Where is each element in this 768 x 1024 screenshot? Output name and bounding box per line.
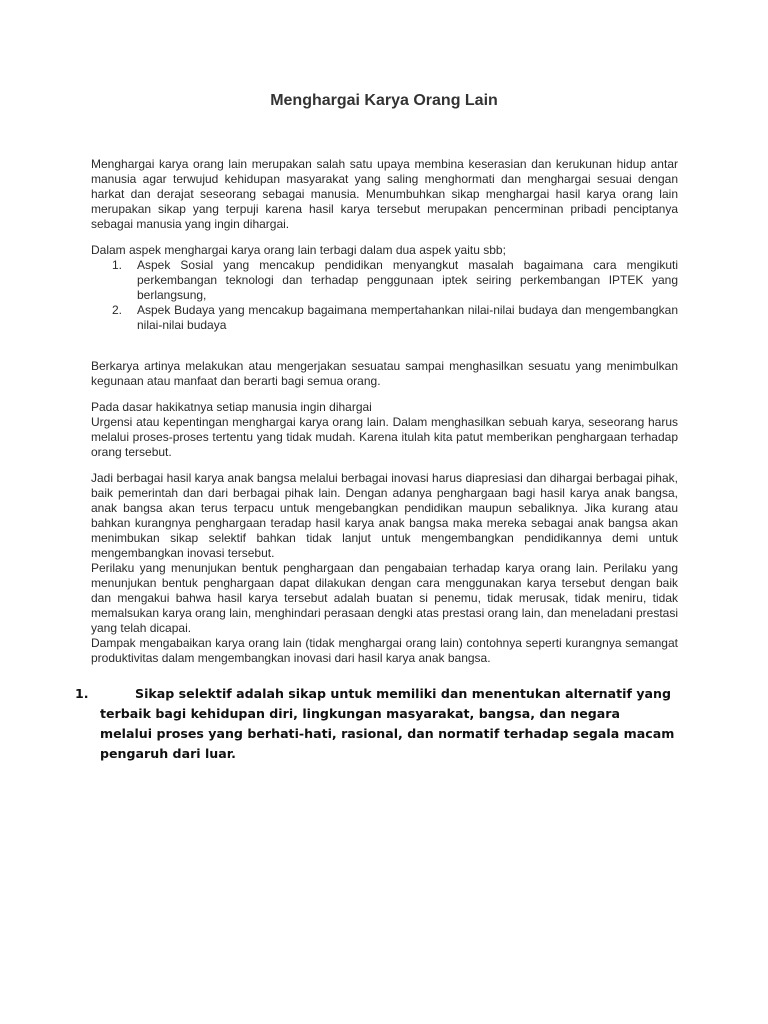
paragraph-dampak: Dampak mengabaikan karya orang lain (tidak menghargai orang lain) contohnya seperti kurangnya semangat produktivitas dalam mengembangkan inovasi dari hasil karya anak bangsa. bbox=[91, 636, 678, 665]
aspect-item-social bbox=[91, 258, 678, 303]
paragraph-perilaku: Perilaku yang menunjukan bentuk penghargaan dan pengabaian terhadap karya orang lain. Perilaku yang menunjukan bentuk penghargaan dapat dilakukan dengan cara menggunakan karya tersebut dengan baik dan mengakui bahwa hasil karya tersebut adalah buatan si penemu, tidak merusak, tidak meniru, tidak memalsukan karya orang lain, menghindari perasaan dengki atas prestasi orang lain, dan meneladani prestasi yang telah dicapai. bbox=[91, 561, 678, 635]
document-title: Menghargai Karya Orang Lain bbox=[270, 92, 498, 109]
bold-item-text: Sikap selektif adalah sikap untuk memiliki dan menentukan alternatif yang terbaik bagi kehidupan diri, lingkungan masyarakat, bangsa, dan negara melalui proses yang berhati-hati, rasional, dan normatif terhadap segala macam pengaruh dari luar. bbox=[100, 686, 675, 761]
paragraph-pada-dasar: Pada dasar hakikatnya setiap manusia ingin dihargai bbox=[91, 400, 372, 414]
aspect-item-text: Aspek Budaya yang mencakup bagaimana mempertahankan nilai-nilai budaya dan mengembangkan nilai-nilai budaya bbox=[137, 303, 678, 332]
aspect-item-number: 2. bbox=[112, 303, 123, 317]
aspect-item-culture bbox=[91, 303, 678, 333]
bold-numbered-item bbox=[75, 684, 675, 764]
aspect-item-number: 1. bbox=[112, 258, 123, 272]
paragraph-jadi: Jadi berbagai hasil karya anak bangsa melalui berbagai inovasi harus diapresiasi dan dihargai berbagai pihak, baik pemerintah dan dari berbagai pihak lain. Dengan adanya penghargaan bagi hasil karya anak bangsa, anak bangsa akan terus terpacu untuk mengebangkan pendidikan maupun sebaliknya. Jika kurang atau bahkan kurangnya penghargaan teradap hasil karya anak bangsa maka mereka sebagai anak bangsa akan menimbukan sikap selektif bahkan tidak lanjut untuk mengembangkan pendidikannya demi untuk mengembangkan inovasi tersebut. bbox=[91, 471, 678, 560]
aspect-list bbox=[91, 258, 678, 333]
paragraph-urgensi: Urgensi atau kepentingan menghargai karya orang lain. Dalam menghasilkan sebuah karya, seseorang harus melalui proses-proses tertentu yang tidak mudah. Karena itulah kita patut memberikan penghargaan terhadap orang tersebut. bbox=[91, 415, 678, 459]
aspect-item-text: Aspek Sosial yang mencakup pendidikan menyangkut masalah bagaimana cara mengikuti perkembangan teknologi dan terhadap penggunaan iptek seiring perkembangan IPTEK yang berlangsung, bbox=[137, 258, 678, 302]
paragraph-aspects-intro: Dalam aspek menghargai karya orang lain terbagi dalam dua aspek yaitu sbb; bbox=[91, 243, 506, 257]
paragraph-berkarya: Berkarya artinya melakukan atau mengerjakan sesuatau sampai menghasilkan sesuatu yang menimbulkan kegunaan atau manfaat dan berarti bagi semua orang. bbox=[91, 359, 678, 388]
bold-item-number: 1. bbox=[75, 686, 89, 701]
document-body bbox=[91, 157, 678, 666]
paragraph-intro: Menghargai karya orang lain merupakan salah satu upaya membina keserasian dan kerukunan hidup antar manusia agar terwujud kehidupan masyarakat yang saling menghormati dan menghargai sesuai dengan harkat dan derajat seseorang sebagai manusia. Menumbuhkan sikap menghargai hasil karya orang lain merupakan sikap yang terpuji karena hasil karya tersebut merupakan pencerminan pribadi penciptanya sebagai manusia yang ingin dihargai. bbox=[91, 157, 678, 231]
